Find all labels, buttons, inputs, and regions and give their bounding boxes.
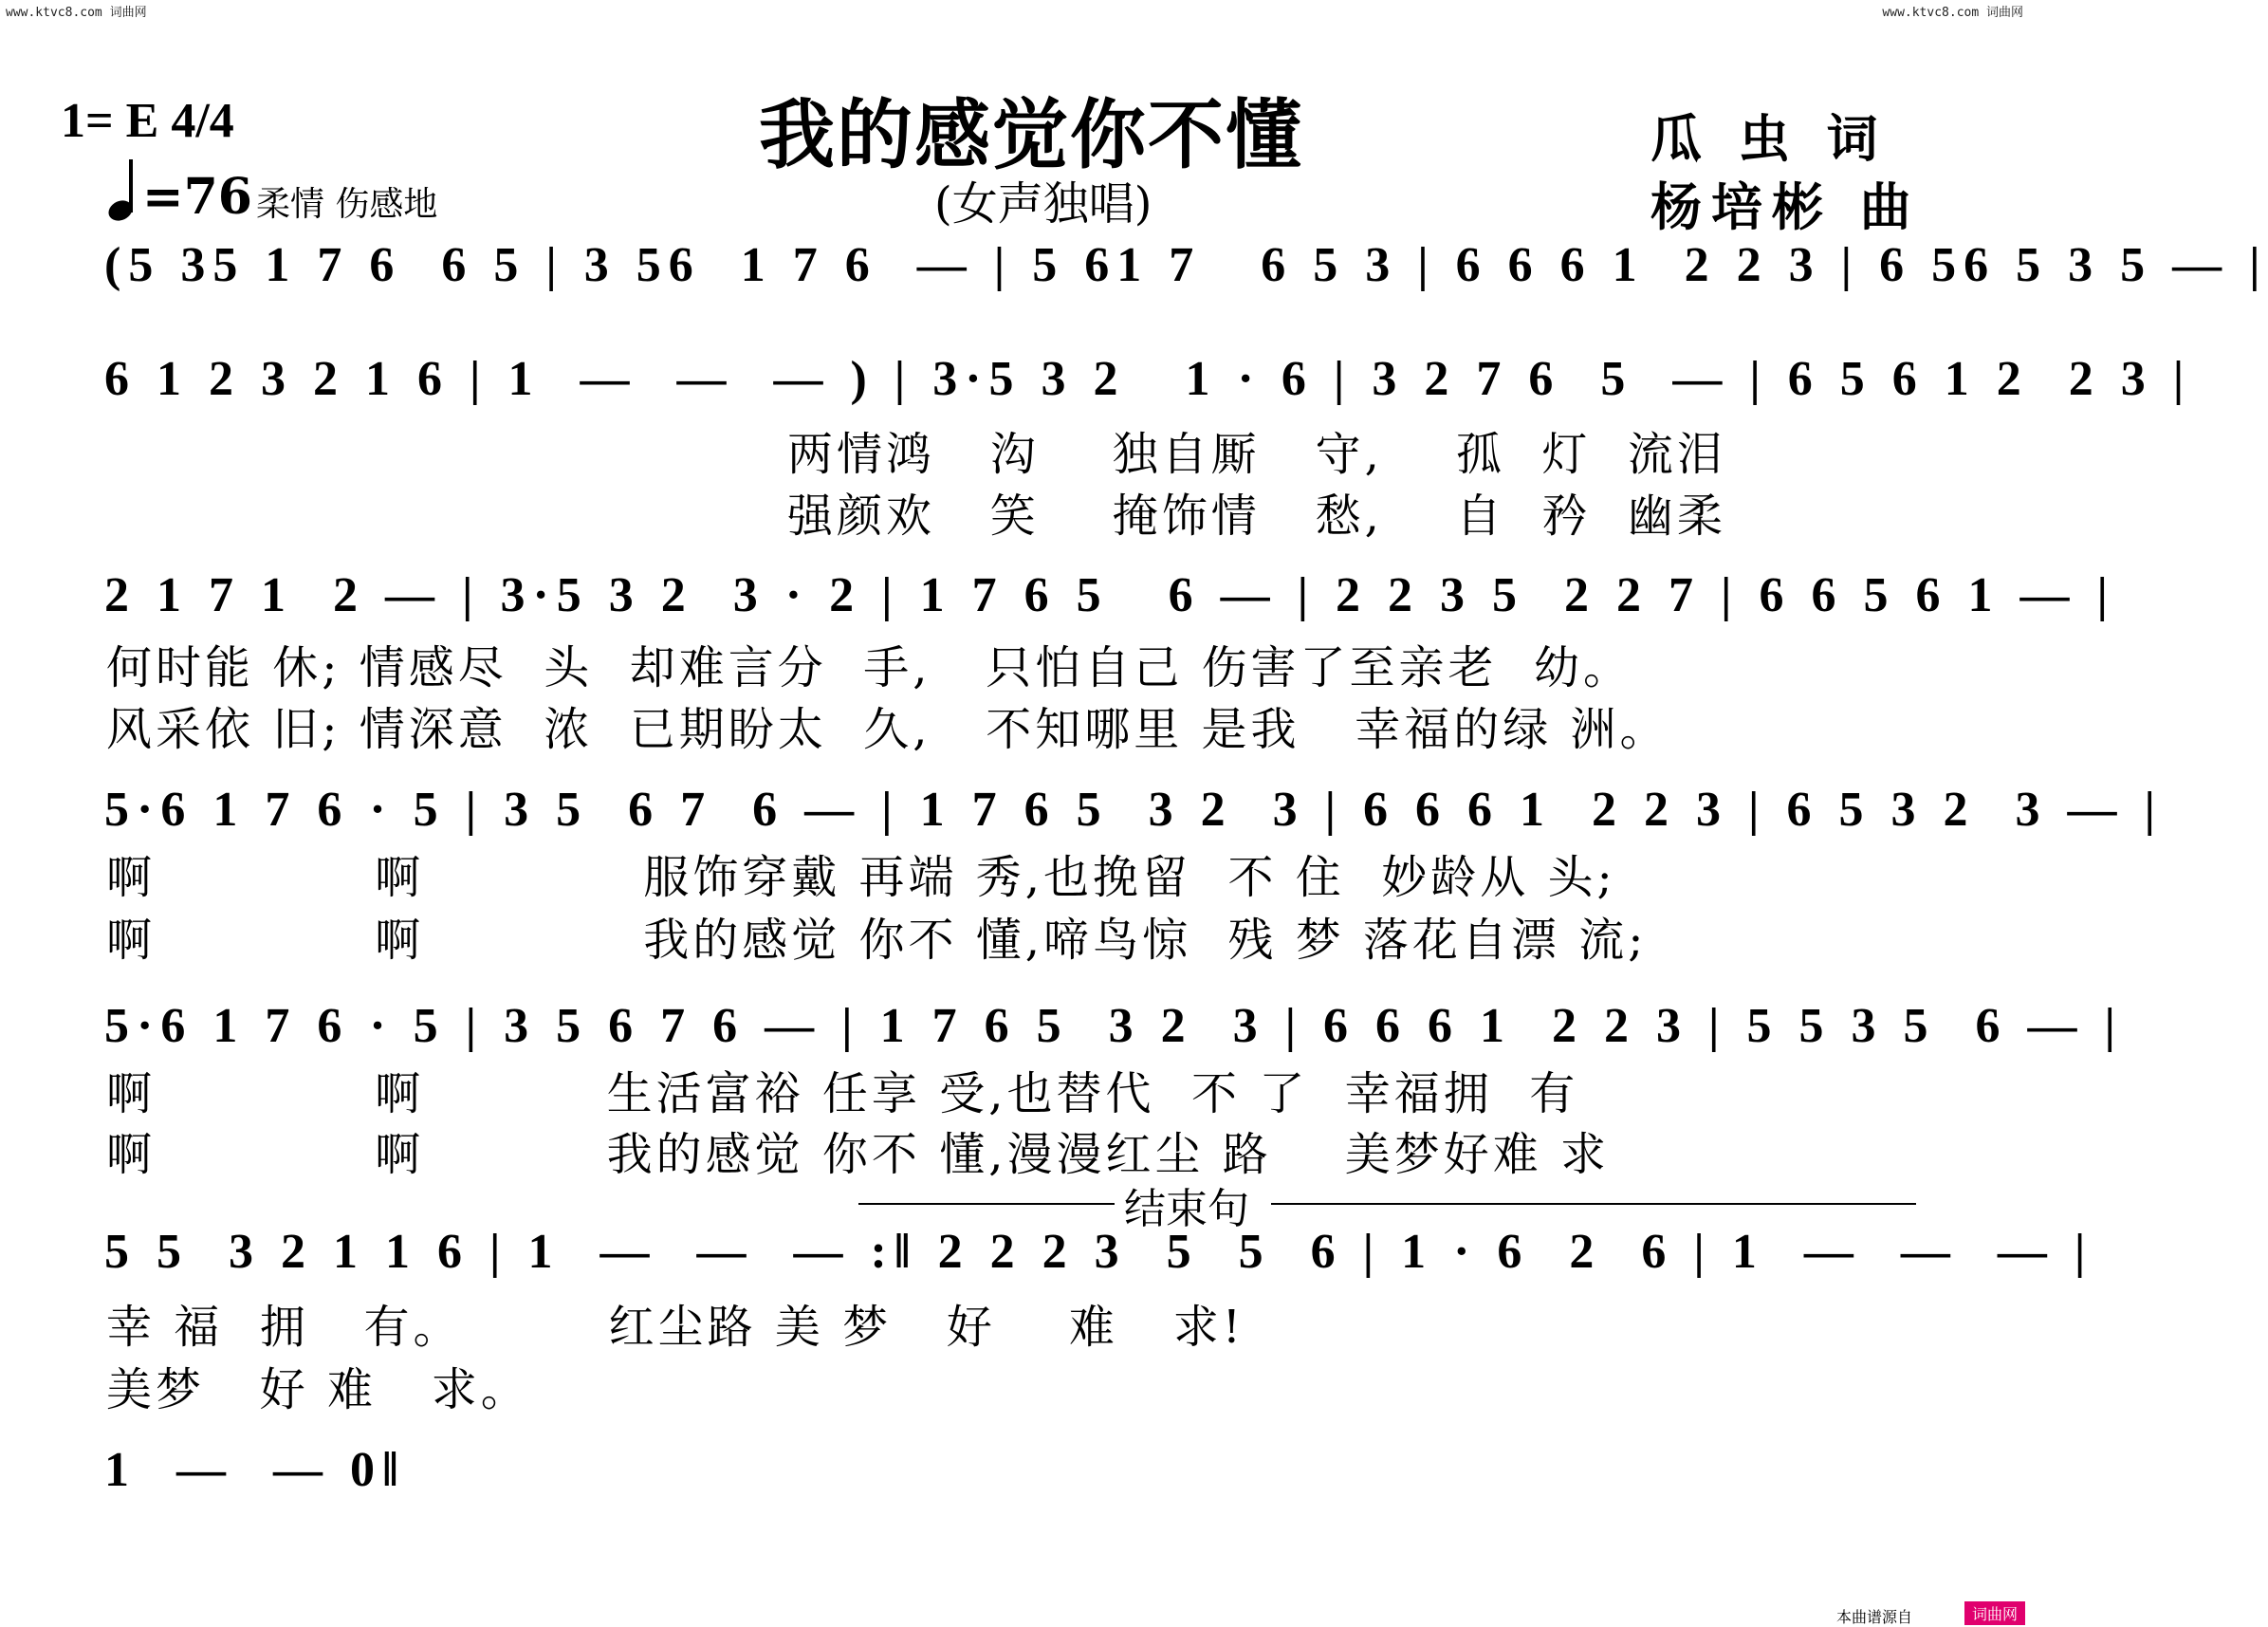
tempo-marking	[104, 159, 438, 226]
lyrics-row-6-verse-2: 美梦 好 难 求。	[106, 1363, 530, 1416]
notation-row-4: 5·6 1 7 6 · 5 | 3 5 6 7 6 — | 1 7 6 5 3 2 3 | 6 6 6 1 2 2 3 | 6 5 3 2 3 — |	[104, 783, 2163, 837]
notation-row-2: 6 1 2 3 2 1 6 | 1 — — — ) | 3·5 3 2 1 · 6 | 3 2 7 6 5 — | 6 5 6 1 2 2 3 |	[104, 352, 2192, 406]
lyricist-credit: 瓜 虫 词	[1650, 108, 1888, 169]
song-subtitle: (女声独唱)	[934, 177, 1152, 231]
ending-label: 结束句	[1124, 1185, 1249, 1233]
lyrics-row-5-verse-1: 啊 啊 生活富裕 任享 受,也替代 不 了 幸福拥 有	[106, 1067, 1579, 1120]
lyrics-row-4-verse-2: 啊 啊 我的感觉 你不 懂,啼鸟惊 残 梦 落花自漂 流;	[106, 914, 1648, 967]
notation-row-3: 2 1 7 1 2 — | 3·5 3 2 3 · 2 | 1 7 6 5 6 — | 2 2 3 5 2 2 7 | 6 6 5 6 1 — |	[104, 568, 2115, 622]
watermark-right: www.ktvc8.com 词曲网	[1882, 6, 2023, 20]
tempo-expression: 柔情 伤感地	[255, 185, 438, 224]
tempo-value: =76	[142, 168, 252, 226]
notation-row-5: 5·6 1 7 6 · 5 | 3 5 6 7 6 — | 1 7 6 5 3 2 3 | 6 6 6 1 2 2 3 | 5 5 3 5 6 — |	[104, 999, 2123, 1053]
footer-badge[interactable]: 词曲网	[1964, 1601, 2025, 1625]
notation-row-7: 1 — — 0‖	[104, 1443, 406, 1497]
composer-credit: 杨培彬 曲	[1650, 176, 1921, 237]
lyrics-row-6-verse-1: 幸 福 拥 有。 红尘路 美 梦 好 难 求!	[106, 1301, 1245, 1354]
watermark-left: www.ktvc8.com 词曲网	[6, 6, 147, 20]
key-signature: 1= E 4/4	[61, 94, 234, 148]
quarter-note-icon	[104, 159, 138, 222]
lyrics-row-5-verse-2: 啊 啊 我的感觉 你不 懂,漫漫红尘 路 美梦好难 求	[106, 1128, 1610, 1181]
ending-bracket-left	[858, 1203, 1115, 1205]
lyrics-row-3-verse-2: 风采依 旧; 情深意 浓 已期盼太 久, 不知哪里 是我 幸福的绿 洲。	[106, 703, 1669, 756]
lyrics-row-4-verse-1: 啊 啊 服饰穿戴 再端 秀,也挽留 不 住 妙龄从 头;	[106, 851, 1616, 904]
song-title: 我的感觉你不懂	[759, 90, 1303, 179]
lyrics-row-3-verse-1: 何时能 休; 情感尽 头 却难言分 手, 只怕自己 伤害了至亲老 幼。	[106, 641, 1633, 694]
footer-source: 本曲谱源自	[1836, 1608, 1913, 1626]
notation-row-1: (5 35 1 7 6 6 5 | 3 56 1 7 6 — | 5 61 7 6 5 3 | 6 6 6 1 2 2 3 | 6 56 5 3 5 — |	[104, 238, 2268, 292]
ending-bracket-right	[1271, 1203, 1916, 1205]
notation-row-6: 5 5 3 2 1 1 6 | 1 — — — :‖ 2 2 2 3 5 5 6 | 1 · 6 2 6 | 1 — — — |	[104, 1225, 2093, 1279]
lyrics-row-2-verse-2: 强颜欢 笑 掩饰情 愁, 自 矜 幽柔	[787, 490, 1726, 543]
lyrics-row-2-verse-1: 两情鸿 沟 独自厮 守, 孤 灯 流泪	[787, 428, 1726, 481]
